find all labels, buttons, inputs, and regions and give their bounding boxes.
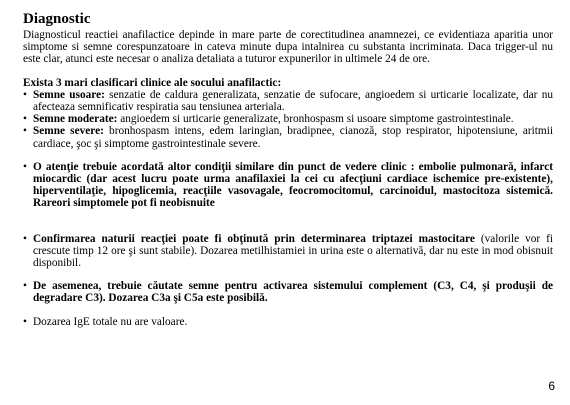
item-text: angioedem si urticarie generalizate, bronhospasm si usoare simptome gastrointestinale. (117, 113, 514, 126)
complement-text: De asemenea, trebuie căutate semne pentru activarea sistemului complement (C3, C4, şi produşii de degradare C3). Dozarea C3a şi C5a este posibilă. (33, 280, 553, 305)
item-label: Semne usoare: (33, 88, 105, 101)
bullet-icon: • (23, 315, 27, 328)
item-text: bronhospasm intens, edem laringian, bradipnee, cianoză, stop respirator, hipotensiune, aritmii cardiace, şoc şi simptome gastrointestinale severe. (33, 125, 553, 150)
main-bullets (23, 161, 553, 210)
tryptase-bold-text: Confirmarea naturii reacţiei poate fi obţinută prin determinarea triptazei mastocitare (33, 232, 475, 245)
tryptase-rest-text: (valorile vor fi crescute timp 12 ore şi sunt stabile). Dozarea metilhistamiei in urina este o alternativă, dar nu este in mod obisnuit disponibil. (33, 232, 553, 270)
list-item (23, 233, 553, 270)
ige-text: Dozarea IgE totale nu are valoare. (33, 315, 188, 328)
main-bullets-4 (23, 316, 553, 328)
list-item (23, 125, 553, 149)
list-item (23, 89, 553, 113)
slide-content (23, 10, 553, 328)
bullet-icon: • (23, 125, 27, 138)
bullet-icon: • (23, 160, 27, 173)
classification-list (23, 89, 553, 150)
bullet-icon: • (23, 280, 27, 293)
page-title: Diagnostic (23, 11, 91, 27)
bullet-icon: • (23, 232, 27, 245)
list-item (23, 316, 553, 328)
intro-paragraph: Diagnosticul reactiei anafilactice depinde in mare parte de corectitudinea anamnezei, ce evidentiaza aparitia unor simptome si semne corespunzatoare in cateva minute dupa intalnirea cu substanta incriminata. Daca trigger-ul nu este clar, atunci este necesar o analiza detaliata a tuturor expunerilor in ultimele 24 de ore. (23, 29, 553, 66)
item-label: Semne moderate: (33, 113, 118, 126)
differential-diagnosis-text: O atenţie trebuie acordată altor condiţii similare din punct de vedere clinic : embolie pulmonară, infarct miocardic (dar acest lucru poate urma anafilaxiei la cei cu afecţiuni cardiace ischemice pre-existente), hiperventilaţie, hipoglicemia, reacţiile vasovagale, feocromocitomul, carcinoidul, mastocitoza sistemică. Rareori simptomele pot fi neobisnuite (33, 160, 553, 210)
list-item (23, 280, 553, 304)
main-bullets-3 (23, 280, 553, 304)
list-item (23, 113, 553, 125)
item-label: Semne severe: (33, 125, 104, 138)
bullet-icon: • (23, 88, 27, 101)
page-number: 6 (548, 379, 555, 393)
list-item (23, 161, 553, 210)
classification-heading: Exista 3 mari clasificari clinice ale socului anafilactic: (23, 76, 282, 89)
item-text: senzatie de caldura generalizata, senzatie de sufocare, angioedem si urticarie localizate, dar nu afecteaza semnificativ respiratia sau tensiunea arteriala. (33, 88, 553, 114)
bullet-icon: • (23, 113, 27, 126)
main-bullets-2 (23, 233, 553, 270)
